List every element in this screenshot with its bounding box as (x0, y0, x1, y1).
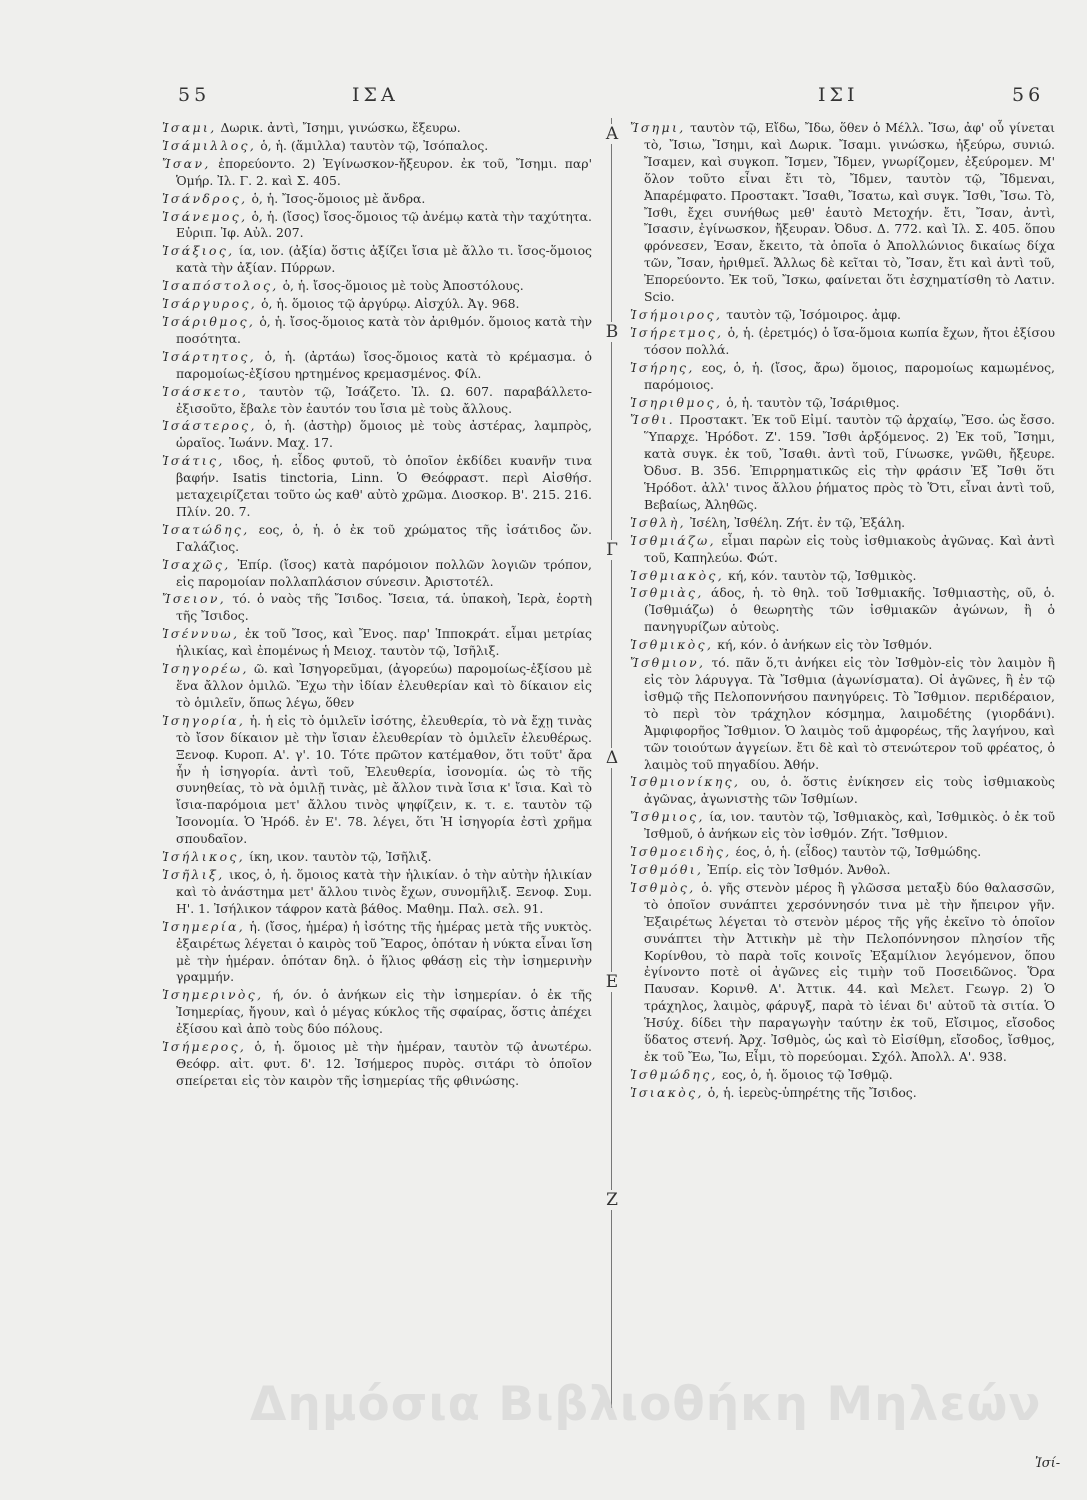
margin-letter: Δ (605, 748, 619, 768)
entry-definition: ῶ. καὶ Ἰσηγορεῦμαι, (ἀγορεύω) παρομοίως-ἐξίσου μὲ ἕνα ἄλλον ὁμιλῶ. Ἔχω τὴν ἰδίαν ἐλευθερίαν καὶ τὸ δίκαιον εἰς τὸ ὁμιλεῖν, ὅπως λέγω, ὅθεν (176, 661, 592, 710)
entry-definition: ἡ. (ἴσος, ἡμέρα) ἡ ἰσότης τῆς ἡμέρας μετὰ τῆς νυκτὸς. ἐξαιρέτως λέγεται ὁ καιρὸς τοῦ Ἔαρος, ὁπόταν ἡ νύκτα εἶναι ἴση μὲ τὴν ἡμέραν. ὁπόταν δηλ. ὁ ἥλιος φθάσῃ εἰς τὴν ἰσημερινὴν γραμμήν. (176, 918, 592, 985)
entry-headword: Ἰσήρετμος, (630, 324, 724, 340)
entry-definition: ταυτὸν τῷ, Ἰσάζετο. Ἰλ. Ω. 607. παραβάλλετο-ἐξισοῦτο, ἔβαλε τὸν ἑαυτόν του ἴσια μὲ τοὺς ἄλλους. (176, 383, 592, 416)
entry-definition: τό. ὁ ναὸς τῆς Ἴσιδος. Ἴσεια, τά. ὑπακοὴ, Ἱερὰ, ἑορτὴ τῆς Ἴσιδος. (176, 591, 592, 624)
margin-letter: Ε (605, 972, 619, 992)
right-page-number: 56 (1012, 84, 1045, 106)
entry-definition: εος, ὁ, ἡ. (ἴσος, ἄρω) ὅμοιος, παρομοίως καμωμένος, παρόμοιος. (644, 359, 1055, 392)
dictionary-entry (162, 453, 592, 521)
entry-headword: Ἰσάμιλλος, (162, 137, 257, 153)
entry-headword: Ἰσήμερος, (162, 1039, 247, 1055)
dictionary-entry (162, 591, 592, 625)
entry-definition: ὁ, ἡ. (ἅμιλλα) ταυτὸν τῷ, Ἰσόπαλος. (256, 137, 489, 153)
dictionary-entry (162, 919, 592, 987)
entry-headword: Ἴσαν, (162, 155, 211, 171)
entry-definition: ὁ, ἡ. (ἴσος) ἴσος-ὅμοιος τῷ ἀνέμῳ κατὰ τὴν ταχύτητα. Εὐριπ. Ἰφ. Αὐλ. 207. (176, 208, 592, 241)
entry-definition: ου, ὁ. ὅστις ἐνίκησεν εἰς τοὺς ἰσθμιακοὺς ἀγῶνας, ἀγωνιστὴς τῶν Ἰσθμίων. (644, 774, 1055, 807)
dictionary-entry (162, 349, 592, 383)
entry-headword: Ἰσθμώδης, (630, 1066, 718, 1082)
dictionary-entry (162, 522, 592, 556)
entry-headword: Ἴσθι. (630, 412, 676, 428)
dictionary-entry (162, 1039, 592, 1090)
dictionary-entry (162, 661, 592, 712)
entry-headword: Ἰσήρης, (630, 359, 695, 375)
dictionary-entry (162, 849, 592, 866)
entry-headword: Ἰσθμιακὸς, (630, 567, 725, 583)
dictionary-entry (162, 191, 592, 208)
right-running-head: ΙΣΙ (818, 84, 859, 106)
dictionary-entry (630, 655, 1055, 773)
left-column (162, 120, 592, 1091)
dictionary-entry (162, 120, 592, 137)
entry-definition: κή, κόν. ταυτὸν τῷ, Ἰσθμικὸς. (724, 567, 917, 583)
dictionary-entry (630, 880, 1055, 1066)
entry-headword: Ἰσθμόθι, (630, 861, 704, 877)
entry-headword: Ἰσῆλιξ, (162, 866, 225, 882)
entry-headword: Ἰσθμιονίκης, (630, 774, 741, 790)
entry-definition: ἐκ τοῦ Ἴσος, καὶ Ἔνος. παρ' Ἱπποκράτ. εἶμαι μετρίας ἡλικίας, καὶ ἐπομένως ἡ Μειοχ. ταυτὸν τῷ, Ἰσῆλιξ. (176, 626, 592, 659)
entry-headword: Ἰσημερινὸς, (162, 987, 264, 1003)
dictionary-entry (630, 412, 1055, 513)
entry-definition: ίκη, ικον. ταυτὸν τῷ, Ἰσῆλιξ. (245, 849, 432, 865)
entry-definition: εος, ὁ, ἡ. ὅμοιος τῷ Ἰσθμῷ. (717, 1066, 893, 1082)
entry-headword: Ἰσάξιος, (162, 243, 235, 259)
entry-definition: ὁ, ἡ. (ἐρετμός) ὁ ἴσα-ὅμοια κωπία ἔχων, ἤτοι ἐξίσου τόσον πολλά. (644, 324, 1055, 357)
entry-headword: Ἰσάνδρος, (162, 190, 248, 206)
entry-headword: Ἰσάριθμος, (162, 313, 256, 329)
dictionary-entry (630, 533, 1055, 567)
dictionary-entry (630, 360, 1055, 394)
dictionary-entry (630, 515, 1055, 532)
entry-headword: Ἰσημερία, (162, 918, 246, 934)
library-watermark: Δημόσια Βιβλιοθήκη Μηλεών (250, 1377, 1042, 1432)
dictionary-entry (630, 120, 1055, 306)
dictionary-entry (162, 557, 592, 591)
dictionary-entry (630, 637, 1055, 654)
entry-headword: Ἰσθμιάζω, (630, 532, 717, 548)
entry-headword: Ἰσιακὸς, (630, 1084, 704, 1100)
margin-letter: Β (605, 322, 619, 342)
entry-headword: Ἰσηγορέω, (162, 661, 249, 677)
entry-definition: κή, κόν. ὁ ἀνήκων εἰς τὸν Ἰσθμόν. (713, 637, 933, 653)
entry-definition: ὁ, ἡ. ἱερεὺς-ὑπηρέτης τῆς Ἴσιδος. (703, 1084, 917, 1100)
entry-definition: ή, όν. ὁ ἀνήκων εἰς τὴν ἰσημερίαν. ὁ ἐκ τῆς Ἰσημερίας, ἤγουν, καὶ ὁ μέγας κύκλος τῆς σφαίρας, ὅστις ἀπέχει ἐξίσου καὶ ἀπὸ τοὺς δύο πόλους. (176, 987, 592, 1037)
entry-headword: Ἰσάργυρος, (162, 296, 258, 312)
entry-headword: Ἴσειον, (162, 591, 227, 607)
entry-definition: ὁ, ἡ. (ἀστὴρ) ὅμοιος μὲ τοὺς ἀστέρας, λαμπρὸς, ὡραῖος. Ἰωάνν. Μαχ. 17. (176, 418, 592, 451)
dictionary-entry (162, 418, 592, 452)
dictionary-entry (162, 278, 592, 295)
entry-headword: Ἰσθμικὸς, (630, 637, 714, 653)
dictionary-entry (162, 987, 592, 1038)
dictionary-entry (162, 314, 592, 348)
dictionary-entry (630, 809, 1055, 843)
catchword: Ἰσί- (1035, 1456, 1061, 1471)
margin-letter: Ζ (606, 1190, 618, 1210)
entry-definition: ὁ, ἡ. ὅμοιος μὲ τὴν ἡμέραν, ταυτὸν τῷ ἀνωτέρω. Θεόφρ. αἰτ. φυτ. δ'. 12. Ἰσήμερος πυρὸς. σιτάρι τὸ ὁποῖον σπείρεται εἰς τὸν καιρὸν τῆς ἰσημερίας τῆς φθινώσης. (176, 1039, 592, 1088)
entry-definition: ὁ. γῆς στενὸν μέρος ἢ γλῶσσα μεταξὺ δύο θαλασσῶν, τὸ ὁποῖον συνάπτει χερσόννησόν τινα μὲ τὴν ἤπειρον γῆν. Ἐξαιρέτως λέγεται τὸ στενὸν μέρος τῆς γῆς ἐκεῖνο τὸ ὁποῖον συνάπτει τὴν Ἀττικὴν μὲ τὴν Πελοπόννησον πλησίον τῆς Κορίνθου, τὸ παρὰ τοῖς κοινοῖς Ἐξαμίλιον λεγόμενον, ὅπου ἐγίνοντο ποτὲ οἱ ἀγῶνες εἰς τιμὴν τοῦ Ποσειδῶνος. Ὅρα Παυσαν. Κορινθ. Α'. Ἀττικ. 44. καὶ Μελετ. Γεωγρ. 2) Ὁ τράχηλος, λαιμὸς, φάρυγξ, παρὰ τὸ ἰέναι δι' αὐτοῦ τὰ σιτία. Ὁ Ἡσύχ. δίδει τὴν παραγωγὴν ταύτην ἐκ τοῦ, Εἴσιμος, εἴσοδος ὕδατος στενή. Ἀρχ. Ἰσθμὸς, ὡς καὶ τὸ Εἰσίθμη, εἴσοδος, ἴσθμος, ἐκ τοῦ Ἔω, Ἴω, Εἶμι, τὸ πορεύομαι. Σχόλ. Ἀπολλ. Α'. 938. (644, 879, 1055, 1064)
entry-definition: ὁ, ἡ. ἴσος-ὅμοιος μὲ τοὺς Ἀποστόλους. (278, 278, 524, 294)
dictionary-entry (162, 384, 592, 418)
entry-headword: Ἰσάνεμος, (162, 208, 248, 224)
entry-definition: Ἐπίρ. (ἴσος) κατὰ παρόμοιον πολλῶν λογιῶν τρόπον, εἰς παρομοίαν πολλαπλάσιον σύνεσιν. Ἀριστοτέλ. (176, 556, 592, 589)
entry-definition: άδος, ἡ. τὸ θηλ. τοῦ Ἰσθμιακῆς. Ἰσθμιαστὴς, οῦ, ὁ. (Ἰσθμιάζω) ὁ θεωρητὴς τῶν ἰσθμιακῶν ἀγώνων, ἢ ὁ πανηγυρίζων αὐτοὺς. (644, 585, 1055, 635)
dictionary-entry (162, 243, 592, 277)
entry-headword: Ἰσάσκετο, (162, 383, 249, 399)
entry-headword: Ἰσηγορία, (162, 712, 246, 728)
entry-definition: ὁ, ἡ. ὅμοιος τῷ ἀργύρῳ. Αἰσχύλ. Ἀγ. 968. (257, 296, 520, 312)
entry-definition: ὁ, ἡ. (ἀρτάω) ἴσος-ὅμοιος κατὰ τὸ κρέμασμα. ὁ παρομοίως-ἐξίσου ηρτημένος κρεμασμένος. Φίλ. (176, 348, 592, 381)
entry-definition: τό. πᾶν ὅ,τι ἀνήκει εἰς τὸν Ἰσθμὸν-εἰς τὸν λαιμὸν ἢ εἰς τὸν λάρυγγα. Τὰ Ἴσθμια (ἀγωνίσματα). Οἱ ἀγῶνες, ἢ ἐν τῷ ἰσθμῷ τῆς Πελοποννήσου πανηγύρεις. Τὸ Ἴσθμιον. περιδέραιον, τὸ περὶ τὸν τράχηλον κόσμημα, λαιμοδέτης (γιορδάνι). Ἀμφιφορῆος Ἴσθμιον. Ὁ λαιμὸς τοῦ ἀμφορέως, τῆς λαγήνου, καὶ τῶν τοιούτων ἀγγείων. ἔτι δὲ καὶ τὸ στενώτερον τοῦ φρέατος, ὁ λαιμὸς τοῦ πηγαδίου. Ἀθήν. (644, 655, 1055, 772)
entry-headword: Ἰσθμιὰς, (630, 585, 704, 601)
dictionary-entry (630, 1067, 1055, 1084)
dictionary-entry (162, 156, 592, 190)
dictionary-entry (630, 774, 1055, 808)
entry-definition: ία, ιον. ταυτὸν τῷ, Ἰσθμιακὸς, καὶ, Ἰσθμικὸς. ὁ ἐκ τοῦ Ἰσθμοῦ, ὁ ἀνήκων εἰς τὸν ἰσθμόν. Ζήτ. Ἴσθμιον. (644, 809, 1055, 842)
entry-headword: Ἰσαμι, (162, 120, 217, 135)
entry-headword: Ἰσάτις, (162, 453, 225, 469)
dictionary-entry (630, 585, 1055, 636)
entry-definition: ταυτὸν τῷ, Ἰσόμοιρος. ἀμφ. (722, 306, 901, 322)
entry-headword: Ἰσθμὸς, (630, 879, 696, 895)
entry-definition: Προστακτ. Ἐκ τοῦ Εἰμί. ταυτὸν τῷ ἀρχαίῳ, Ἔσο. ὡς ἔσσο. Ὕπαρχε. Ἡρόδοτ. Ζ'. 159. Ἴσθι ἀρξόμενος. 2) Ἐκ τοῦ, Ἴσημι, κατὰ συγκ. ἐκ τοῦ, Ἴσαθι. ἀντὶ τοῦ, Γίνωσκε, γνῶθι, ἤξευρε. Ὀδυσ. Β. 356. Ἐπιρρηματικῶς εἰς τὴν φράσιν Ἐξ Ἴσθι ὅτι Ἡρόδοτ. ἀλλ' τινος ἄλλου ῥήματος πρὸς τὸ Ὅτι, εἶναι ἀντὶ τοῦ, Βεβαίως, Ἀληθῶς. (644, 412, 1055, 512)
dictionary-entry (630, 844, 1055, 861)
left-page-number: 55 (178, 84, 211, 106)
right-column (630, 120, 1055, 1103)
entry-definition: ἡ. ἡ εἰς τὸ ὁμιλεῖν ἰσότης, ἐλευθερία, τὸ νὰ ἔχῃ τινὰς τὸ ἴσον δίκαιον μὲ τὴν ἴσιαν ἐλευθερίαν τὸ ὁμιλεῖν ἐλευθέρως. Ξενοφ. Κυροπ. Α'. γ'. 10. Τότε πρῶτον κατέμαθον, ὅτι τοῦτ' ἄρα ἦν ἡ ἰσηγορία. ἀντὶ τοῦ, Ἐλευθερία, ἰσονομία. ὡς τὸ τῆς συνηθείας, τὸ νὰ ὁμιλῇ τινὰς, μὲ ἄλλον τινὰ ἴσια κ' ἴσια. Καὶ τὸ ἴσια-παρόμοια μετ' ἄλλου τινὸς ψηφίζειν, κ. τ. ε. ταυτὸν τῷ Ἰσονομία. Ὁ Ἡρόδ. ἐν Ε'. 78. λέγει, ὅτι Ἡ ἰσηγορία ἐστὶ χρῆμα σπουδαῖον. (176, 712, 592, 847)
entry-definition: ὁ, ἡ. ἴσος-ὅμοιος κατὰ τὸν ἀριθμόν. ὅμοιος κατὰ τὴν ποσότητα. (176, 313, 592, 346)
entry-definition: Ἰσέλη, Ἰσθέλη. Ζήτ. ἐν τῷ, Ἐξάλη. (686, 514, 906, 530)
entry-definition: εος, ὁ, ἡ. ὁ ἐκ τοῦ χρώματος τῆς ἰσάτιδος ὤν. Γαλάζιος. (176, 521, 592, 554)
entry-definition: ταυτὸν τῷ, Εἴδω, Ἴδω, ὅθεν ὁ Μέλλ. Ἴσω, ἀφ' οὗ γίνεται τὸ, Ἴσιω, Ἴσημι, καὶ Δωρικ. Ἴσαμι. γινώσκω, ἠξεύρω, συνιώ. Ἴσαμεν, καὶ συγκοπ. Ἴσμεν, Ἴδμεν, γνωρίζομεν, ἐξεύρομεν. Μ' ὅλον τοῦτο εἶναι ἔτι τὸ, Ἴδμεν, ταυτὸν τῷ, Ἴδμεναι, Ἀπαρέμφατο. Προστακτ. Ἴσαθι, Ἴσατω, καὶ συγκ. Ἴσθι, Ἴσω. Τὸ, Ἴσθι, ἔχει συνήθως μεθ' ἑαυτὸ Μετοχήν. ἔτι, Ἴσαν, ἀντὶ, Ἴσασιν, ἐγίνωσκον, ἤξευραν. Ὀδυσ. Δ. 772. καὶ Ἰλ. Σ. 405. ὅπου φρόνεσεν, Ἐσαν, ἔκειτο, τὰ ὁποῖα ὁ Ἀπολλώνιος δικαίως δίχα τῶν, Ἴσαν, ἠριθμεῖ. Ἄλλως δὲ κεῖται τὸ, Ἴσαν, ἔτι καὶ ἀντὶ τοῦ, Ἐπορεύοντο. Ἐκ τοῦ, Ἴσκω, φαίνεται ὅτι ἐσχηματίσθη τὸ Λατιν. Scio. (644, 120, 1055, 305)
dictionary-entry (630, 1085, 1055, 1102)
dictionary-entry (162, 713, 592, 848)
entry-headword: Ἰσήλικος, (162, 849, 246, 865)
entry-headword: Ἴσθμιον, (630, 655, 706, 671)
dictionary-entry (630, 568, 1055, 585)
dictionary-entry (630, 307, 1055, 324)
dictionary-entry (162, 626, 592, 660)
entry-headword: Ἰσάστερος, (162, 418, 257, 434)
dictionary-entry (630, 862, 1055, 879)
dictionary-entry (162, 138, 592, 155)
entry-definition: εἶμαι παρὼν εἰς τοὺς ἰσθμιακοὺς ἀγῶνας. Καὶ ἀντὶ τοῦ, Καπηλεύω. Φώτ. (644, 532, 1055, 565)
entry-headword: Ἰσάρτητος, (162, 348, 257, 364)
entry-headword: Ἰσήμοιρος, (630, 306, 723, 322)
entry-definition: Ἐπίρ. εἰς τὸν Ἰσθμόν. Ἀνθολ. (703, 861, 891, 877)
entry-definition: ὁ, ἡ. ταυτὸν τῷ, Ἰσάριθμος. (722, 394, 900, 410)
entry-definition: ικος, ὁ, ἡ. ὅμοιος κατὰ τὴν ἡλικίαν. ὁ τὴν αὐτὴν ἡλικίαν καὶ τὸ ἀνάστημα μετ' ἄλλου τινὸς ἔχων, συνομῆλιξ. Ξενοφ. Συμ. Η'. 1. Ἰσήλικον τάφρον κατὰ βάθος. Μαθημ. Παλ. σελ. 91. (176, 866, 592, 916)
entry-definition: Δωρικ. ἀντὶ, Ἴσημι, γινώσκω, ἔξευρω. (216, 120, 461, 135)
entry-definition: έος, ὁ, ἡ. (εἶδος) ταυτὸν τῷ, Ἰσθμώδης. (731, 844, 982, 860)
entry-definition: ιδος, ἡ. εἶδος φυτοῦ, τὸ ὁποῖον ἐκδίδει κυανῆν τινα βαφήν. Isatis tinctoria, Linn. Ὁ Θεόφραστ. περὶ Αἰσθήσ. μεταχειρίζεται τοῦτο ὡς καθ' αὐτὸ χρῶμα. Διοσκορ. Β'. 215. 216. Πλίν. 20. 7. (176, 453, 592, 519)
entry-headword: Ἰσατώδης, (162, 521, 250, 537)
entry-definition: ία, ιον. (ἀξία) ὅστις ἀξίζει ἴσια μὲ ἄλλο τι. ἴσος-ὅμοιος κατὰ τὴν ἀξίαν. Πύρρων. (176, 243, 592, 276)
entry-headword: Ἴσθμιος, (630, 809, 705, 825)
dictionary-entry (162, 209, 592, 243)
entry-headword: Ἰσθμοειδὴς, (630, 844, 732, 860)
margin-letter: Α (605, 124, 619, 144)
entry-headword: Ἰσθλὴ, (630, 514, 686, 530)
entry-headword: Ἴσημι, (630, 120, 686, 135)
dictionary-entry (630, 395, 1055, 412)
margin-letter: Γ (606, 540, 618, 560)
entry-headword: Ἰσηριθμος, (630, 394, 723, 410)
left-running-head: ΙΣΑ (352, 84, 399, 106)
entry-headword: Ἰσαπόστολος, (162, 278, 279, 294)
dictionary-entry (162, 296, 592, 313)
dictionary-entry (162, 867, 592, 918)
entry-headword: Ἰσέννυω, (162, 626, 240, 642)
entry-definition: ὁ, ἡ. Ἴσος-ὅμοιος μὲ ἄνδρα. (247, 190, 426, 206)
entry-definition: ἐπορεύοντο. 2) Ἐγίνωσκον-ἤξευρον. ἐκ τοῦ, Ἴσημι. παρ' Ὁμήρ. Ἰλ. Γ. 2. καὶ Σ. 405. (176, 155, 592, 188)
entry-headword: Ἰσαχῶς, (162, 556, 231, 572)
dictionary-entry (630, 325, 1055, 359)
